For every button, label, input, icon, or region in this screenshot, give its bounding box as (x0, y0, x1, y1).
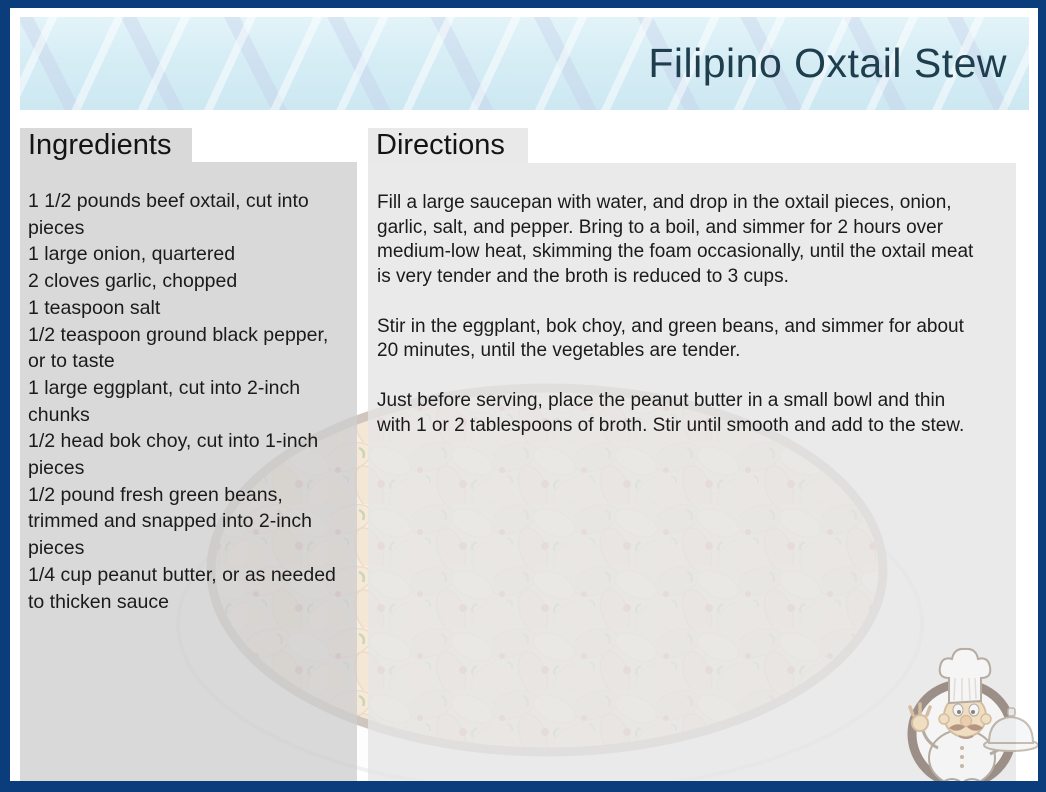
chef-logo-icon (898, 642, 1046, 792)
directions-paragraph: Just before serving, place the peanut butter in a small bowl and thin with 1 or 2 tablespoons of broth. Stir until smooth and add to the stew. (377, 390, 965, 436)
ingredient-item: 1 large eggplant, cut into 2-inch chunks (28, 376, 301, 426)
ingredient-item: 1/2 pound fresh green beans, trimmed and snapped into 2-inch pieces (28, 483, 312, 560)
ingredient-item: 1/2 teaspoon ground black pepper, or to taste (28, 323, 329, 373)
ingredient-item: 1 teaspoon salt (28, 296, 161, 319)
ingredients-heading (20, 128, 192, 163)
page-title: Filipino Oxtail Stew (648, 40, 1007, 86)
ingredients-panel (20, 162, 357, 781)
ingredient-item: 1/2 head bok choy, cut into 1-inch pieces (28, 430, 319, 480)
ingredient-item: 1 large onion, quartered (28, 243, 236, 266)
ingredient-item: 2 cloves garlic, chopped (28, 270, 238, 293)
directions-paragraph: Stir in the eggplant, bok choy, and green beans, and simmer for about 20 minutes, until the vegetables are tender. (377, 315, 964, 362)
directions-heading-label: Directions (376, 129, 505, 161)
ingredients-heading-label: Ingredients (28, 129, 172, 161)
ingredient-item: 1 1/2 pounds beef oxtail, cut into pieces (28, 190, 309, 239)
directions-heading (368, 128, 528, 163)
title-banner (20, 17, 1029, 110)
ingredient-item: 1/4 cup peanut butter, or as needed to thicken sauce (28, 563, 336, 613)
directions-paragraph: Fill a large saucepan with water, and drop in the oxtail pieces, onion, garlic, salt, and pepper. Bring to a boil, and simmer for 2 hours over medium-low heat, skimming the foam occasionally, until the oxtail meat is very tender and the broth is reduced to 3 cups. (377, 192, 974, 288)
